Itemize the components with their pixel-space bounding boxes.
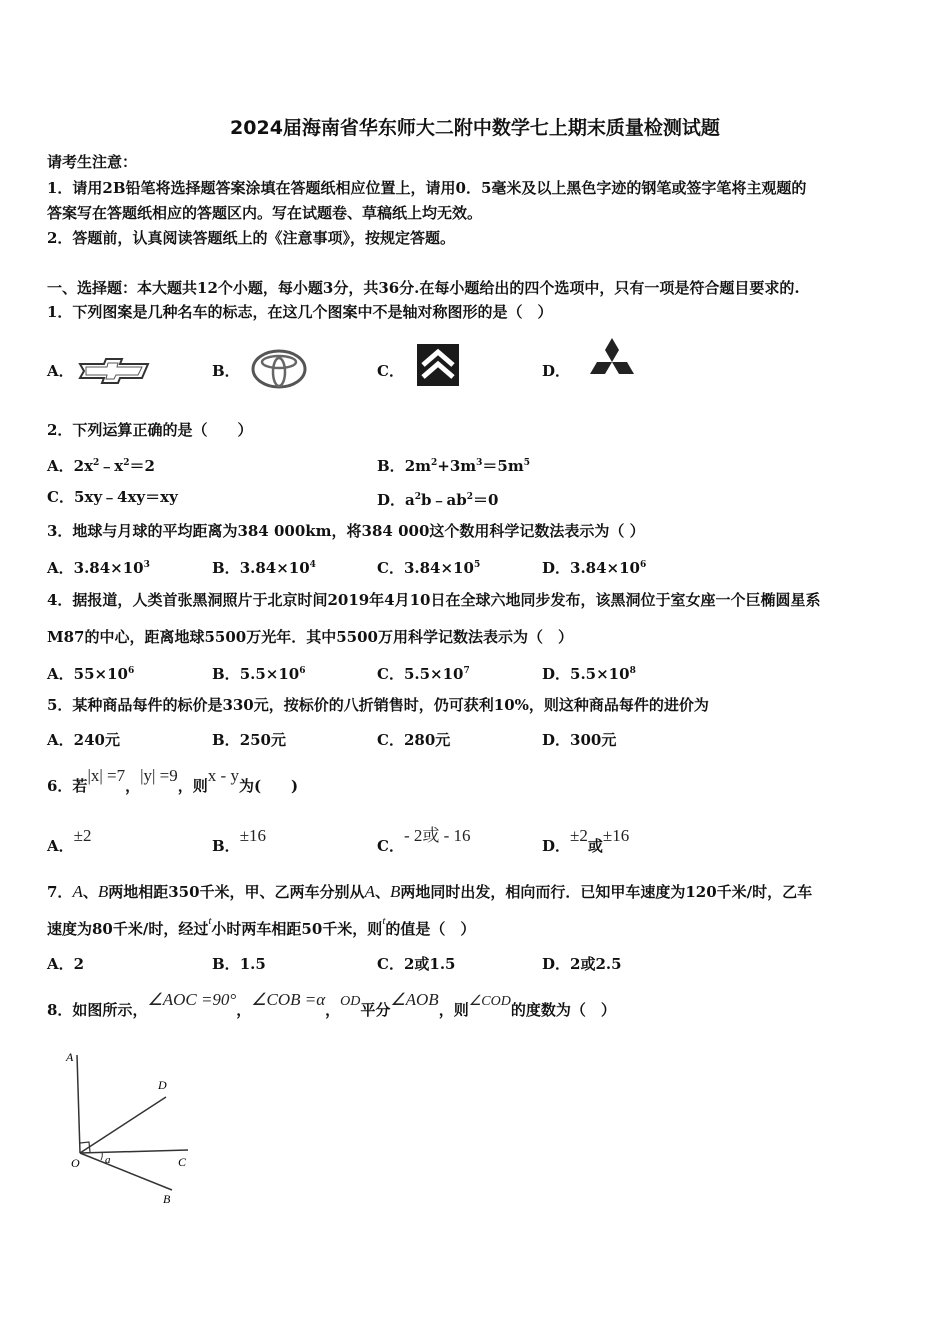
q7-option-d: D．2或2.5 — [542, 955, 622, 973]
q2-stem: 2．下列运算正确的是（ ） — [47, 421, 253, 439]
q5-option-a: A．240元 — [47, 731, 120, 749]
q4-stem-line-1: 4．据报道，人类首张黑洞照片于北京时间2019年4月10日在全球六地同步发布，该黑洞位于室女座一个巨椭圆星系 — [47, 591, 821, 609]
page-title: 2024届海南省华东师大二附中数学七上期末质量检测试题 — [230, 117, 720, 139]
q5-stem: 5．某种商品每件的标价是330元，按标价的八折销售时，仍可获利10%，则这种商品每件的进价为 — [47, 696, 709, 714]
label-o: O — [71, 1156, 80, 1170]
q6-stem: 6．若|x| =7，|y| =9，则x - y为( ) — [47, 766, 299, 795]
q7-option-c: C．2或1.5 — [377, 955, 456, 973]
ray-ob — [80, 1153, 172, 1190]
q4-stem-line-2: M87的中心，距离地球5500万光年．其中5500万用科学记数法表示为（ ） — [47, 628, 573, 646]
mitsubishi-logo-icon — [583, 338, 641, 388]
q1-option-d-label: D． — [542, 362, 571, 380]
citroen-logo-icon — [417, 344, 459, 386]
toyota-logo-icon — [251, 349, 307, 389]
ray-od — [80, 1097, 166, 1153]
notice-line-1: 1．请用2B铅笔将选择题答案涂填在答题纸相应位置上，请用0．5毫米及以上黑色字迹的钢笔或签字笔将主观题的 — [47, 179, 807, 197]
q2-option-c: C．5xy﹣4xy＝xy — [47, 488, 178, 506]
label-b: B — [163, 1192, 171, 1206]
q3-stem: 3．地球与月球的平均距离为384 000km，将384 000这个数用科学记数法表示为（ ） — [47, 522, 645, 540]
q7-stem-line-1: 7．A、B两地相距350千米，甲、乙两车分别从A、B两地同时出发，相向而行．已知甲车速度为120千米/时，乙车 — [47, 882, 813, 901]
q6-option-d: D．±2或±16 — [542, 826, 630, 855]
q4-option-c: C．$5.5\times 10^7$ — [377, 665, 470, 683]
q4-option-d: D．$5.5\times 10^8$ — [542, 665, 636, 683]
label-alpha: a — [105, 1154, 111, 1166]
section-heading: 一、选择题：本大题共12个小题，每小题3分，共36分.在每小题给出的四个选项中，只有一项是符合题目要求的. — [47, 279, 800, 297]
q2-option-b: B．$2m^2+3m^3=5m^5$ — [377, 457, 530, 475]
chevrolet-logo-icon — [76, 356, 152, 386]
q4-option-b: B．$5.5\times 10^6$ — [212, 665, 306, 683]
notice-heading: 请考生注意： — [47, 153, 138, 171]
ray-oa — [77, 1055, 80, 1153]
q7-option-a: A．2 — [47, 955, 85, 973]
notice-line-3: 2．答题前，认真阅读答题纸上的《注意事项》，按规定答题。 — [47, 229, 455, 247]
q1-option-c-label: C． — [377, 362, 404, 380]
q1-stem: 1．下列图案是几种名车的标志，在这几个图案中不是轴对称图形的是（ ） — [47, 303, 553, 321]
q5-option-c: C．280元 — [377, 731, 451, 749]
q3-option-a: A．$3.84\times 10^3$ — [47, 559, 150, 577]
q7-stem-line-2: 速度为80千米/时，经过$^t$小时两车相距50千米，则$^t$的值是（ ） — [47, 915, 476, 938]
q1-option-a-label: A． — [47, 362, 74, 380]
q6-option-a: A．±2 — [47, 826, 92, 855]
q3-option-b: B．$3.84\times 10^4$ — [212, 559, 316, 577]
q2-option-d: D．$a^2b﹣ab^2=0$ — [377, 491, 499, 509]
label-c: C — [178, 1155, 187, 1169]
q6-option-b: B．±16 — [212, 826, 267, 855]
ray-oc — [80, 1150, 188, 1153]
label-d: D — [158, 1078, 167, 1092]
label-a: A — [66, 1050, 74, 1064]
q5-option-d: D．300元 — [542, 731, 617, 749]
q4-option-a: A．$55\times 10^6$ — [47, 665, 135, 683]
notice-line-2: 答案写在答题纸相应的答题区内。写在试题卷、草稿纸上均无效。 — [47, 204, 483, 222]
q1-option-b-label: B． — [212, 362, 240, 380]
q3-option-d: D．$3.84\times 10^6$ — [542, 559, 647, 577]
q8-angle-figure — [60, 1045, 200, 1210]
q6-option-c: C．- 2或 - 16 — [377, 826, 471, 855]
alpha-arc — [101, 1152, 102, 1160]
q3-option-c: C．$3.84\times 10^5$ — [377, 559, 481, 577]
q7-option-b: B．1.5 — [212, 955, 266, 973]
q2-option-a: A．$2x^2﹣x^2=2$ — [47, 457, 155, 475]
q5-option-b: B．250元 — [212, 731, 286, 749]
q8-stem: 8．如图所示，∠AOC =90°，∠COB =α，OD平分∠AOB，则∠COD的度数为（ ） — [47, 990, 616, 1019]
